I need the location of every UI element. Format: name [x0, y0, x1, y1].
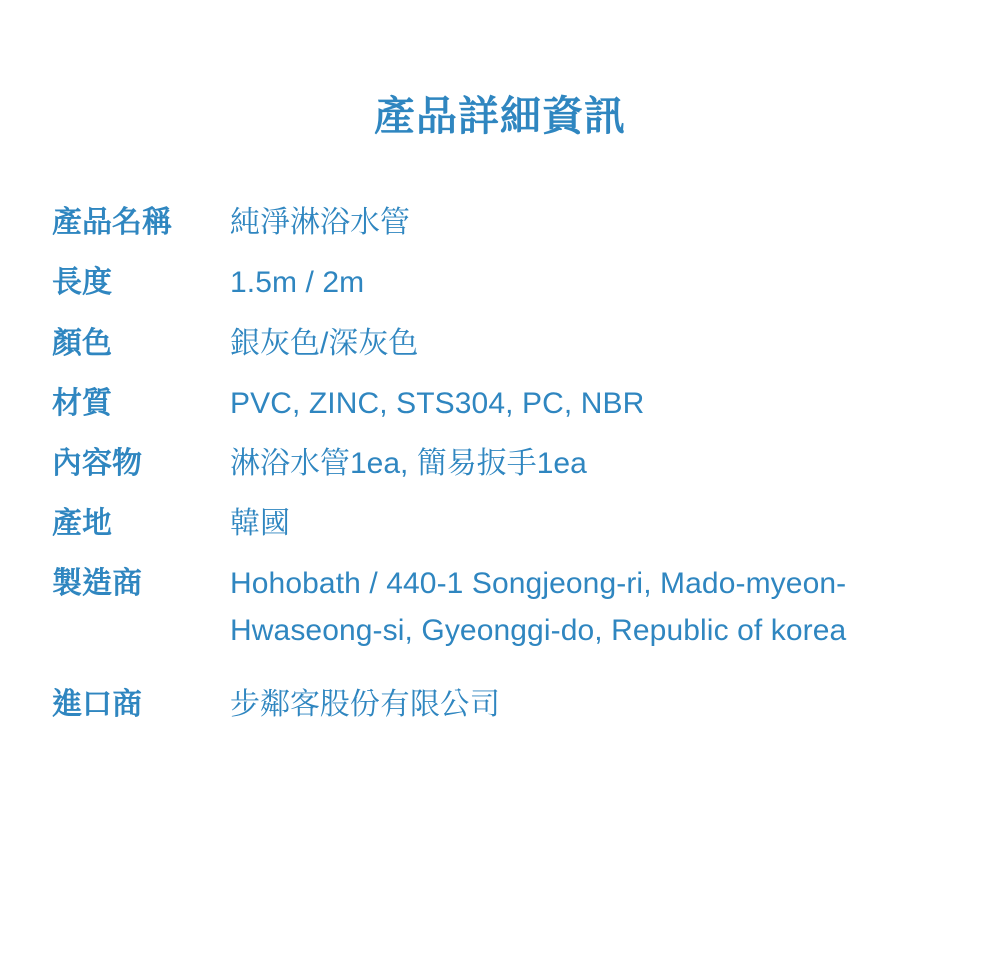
table-row: [52, 504, 970, 544]
spec-value-importer: 步鄰客股份有限公司: [230, 687, 500, 721]
spec-label-product-name: 產品名稱: [52, 206, 172, 240]
spec-value-color: 銀灰色/深灰色: [230, 326, 419, 360]
page-title: 產品詳細資訊: [374, 93, 626, 139]
spec-value-material: PVC, ZINC, STS304, PC, NBR: [230, 386, 645, 420]
spec-label-length: 長度: [52, 266, 112, 300]
table-row: [52, 324, 970, 364]
spec-label-color: 顏色: [52, 326, 112, 360]
spec-label-contents: 內容物: [52, 446, 142, 480]
spec-value-product-name: 純淨淋浴水管: [230, 206, 410, 240]
spec-value-manufacturer-line-1: Hohobath / 440-1 Songjeong-ri, Mado-myeon-: [230, 567, 847, 601]
spec-label-origin: 產地: [52, 507, 112, 541]
table-row: [52, 564, 970, 650]
table-row: [52, 263, 970, 303]
table-row: [52, 444, 970, 484]
table-row: [52, 685, 970, 725]
spec-label-material: 材質: [52, 386, 112, 420]
spec-value-length: 1.5m / 2m: [230, 266, 365, 300]
spec-label-importer: 進口商: [52, 687, 142, 721]
spec-value-manufacturer: [230, 564, 970, 650]
product-spec-table: [0, 203, 1000, 725]
spec-value-contents: 淋浴水管1ea, 簡易扳手1ea: [230, 446, 587, 480]
spec-value-origin: 韓國: [230, 507, 290, 541]
spec-value-manufacturer-line-2: Hwaseong-si, Gyeonggi-do, Republic of korea: [230, 613, 847, 647]
table-row: [52, 203, 970, 243]
table-row: [52, 384, 970, 424]
spec-label-manufacturer: 製造商: [52, 567, 142, 601]
